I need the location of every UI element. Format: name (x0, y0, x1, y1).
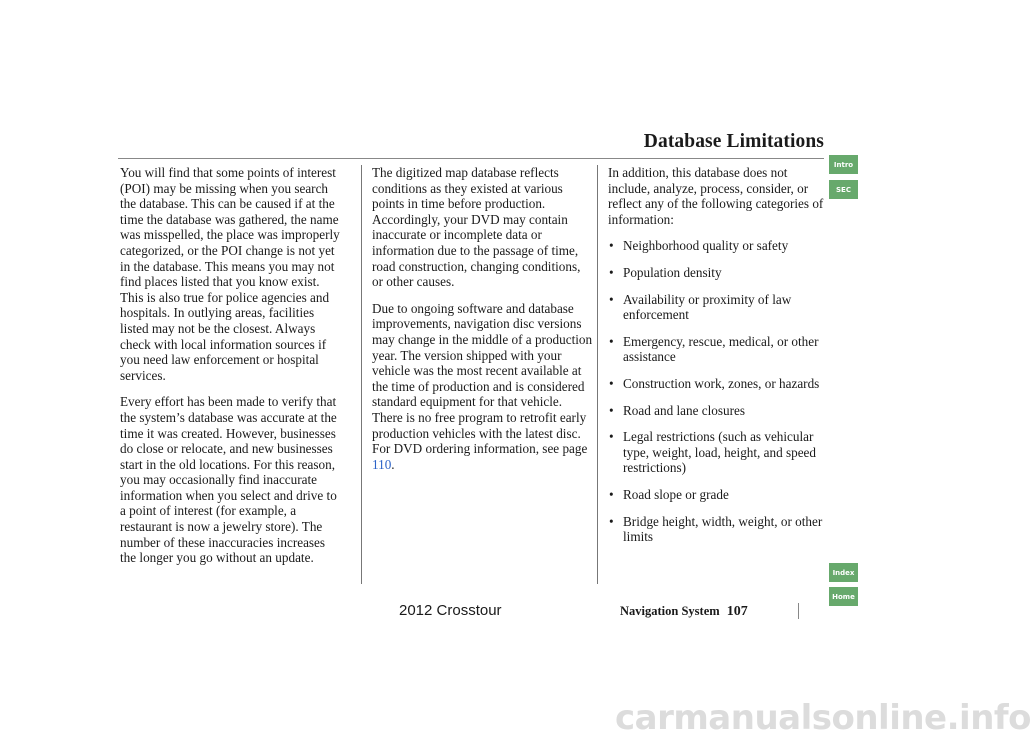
list-item: • Legal restrictions (such as vehicular type, weight, load, height, and speed restrictions) (609, 429, 817, 476)
title-divider (118, 158, 824, 159)
bullet-icon: • (609, 264, 614, 280)
bullet-icon: • (609, 429, 614, 445)
page-title: Database Limitations (643, 131, 824, 152)
page-number: 107 (726, 604, 748, 619)
paragraph-poi-missing: You will find that some points of interest (POI) may be missing when you search the database. This can be caused if at the time the database was gathered, the name was misspelled, the place was improperly categorized, or the POI change is not yet in the database. This means you may not find places listed that you know exist. This is also true for police agencies and hospitals. In outlying areas, facilities listed may not be the closest. Always check with local information sources if you need law enforcement or hospital services. (120, 165, 340, 383)
footer-divider (798, 603, 799, 619)
model-watermark: 2012 Crosstour (399, 602, 502, 619)
disc-versions-text: Due to ongoing software and database improvements, navigation disc versions may change in the middle of a production year. The version shipped with your vehicle was the most recent available at the time of production and is considered standard equipment for that vehicle. There is no free program to retrofit early production vehicles with the latest disc. For DVD ordering information, see page (372, 300, 593, 457)
column-middle (372, 165, 594, 483)
bullet-icon: • (609, 402, 614, 418)
column-left (120, 165, 342, 577)
paragraph-categories-intro: In addition, this database does not include, analyze, process, consider, or reflect any of the following categories of information: (608, 165, 824, 227)
page-footer (620, 604, 748, 620)
site-watermark: carmanualsonline.info (615, 698, 1031, 738)
bullet-icon: • (609, 513, 614, 529)
bullet-icon: • (609, 238, 614, 254)
list-item: • Bridge height, width, weight, or other limits (609, 513, 823, 545)
category-list (608, 238, 830, 544)
sec-nav-button[interactable]: SEC (829, 180, 858, 199)
column-divider (361, 165, 362, 584)
paragraph-map-database: The digitized map database reflects conditions as they existed at various points in time before production. Accordingly, your DVD may contain inaccurate or incomplete data or information due to the passage of time, road construction, changing conditions, or other causes. (372, 165, 581, 290)
bullet-icon: • (609, 486, 614, 502)
bullet-icon: • (609, 291, 614, 307)
intro-nav-button[interactable]: Intro (829, 155, 858, 174)
home-nav-button[interactable]: Home (829, 587, 858, 606)
footer-section-title: Navigation System (620, 604, 720, 618)
paragraph-disc-versions (372, 301, 594, 473)
disc-versions-end: . (391, 456, 395, 472)
bullet-icon: • (609, 375, 614, 391)
list-item: • Neighborhood quality or safety (609, 238, 789, 254)
list-item: • Availability or proximity of law enforcement (609, 291, 792, 323)
list-item: • Road and lane closures (609, 402, 745, 418)
bullet-icon: • (609, 333, 614, 349)
list-item: • Emergency, rescue, medical, or other assistance (609, 333, 819, 365)
page-link-110[interactable]: 110 (372, 456, 392, 472)
list-item: • Population density (609, 264, 722, 280)
list-item: • Road slope or grade (609, 486, 729, 502)
column-divider (597, 165, 598, 584)
list-item: • Construction work, zones, or hazards (609, 375, 820, 391)
paragraph-accuracy: Every effort has been made to verify that the system’s database was accurate at the time it was created. However, businesses do close or relocate, and new businesses start in the old locations. For this reason, you may occasionally find inaccurate information when you select and drive to a point of interest (for example, a restaurant is now a jewelry store). The number of these inaccuracies increases the longer you go without an update. (120, 394, 337, 566)
index-nav-button[interactable]: Index (829, 563, 858, 582)
column-right (608, 165, 830, 556)
